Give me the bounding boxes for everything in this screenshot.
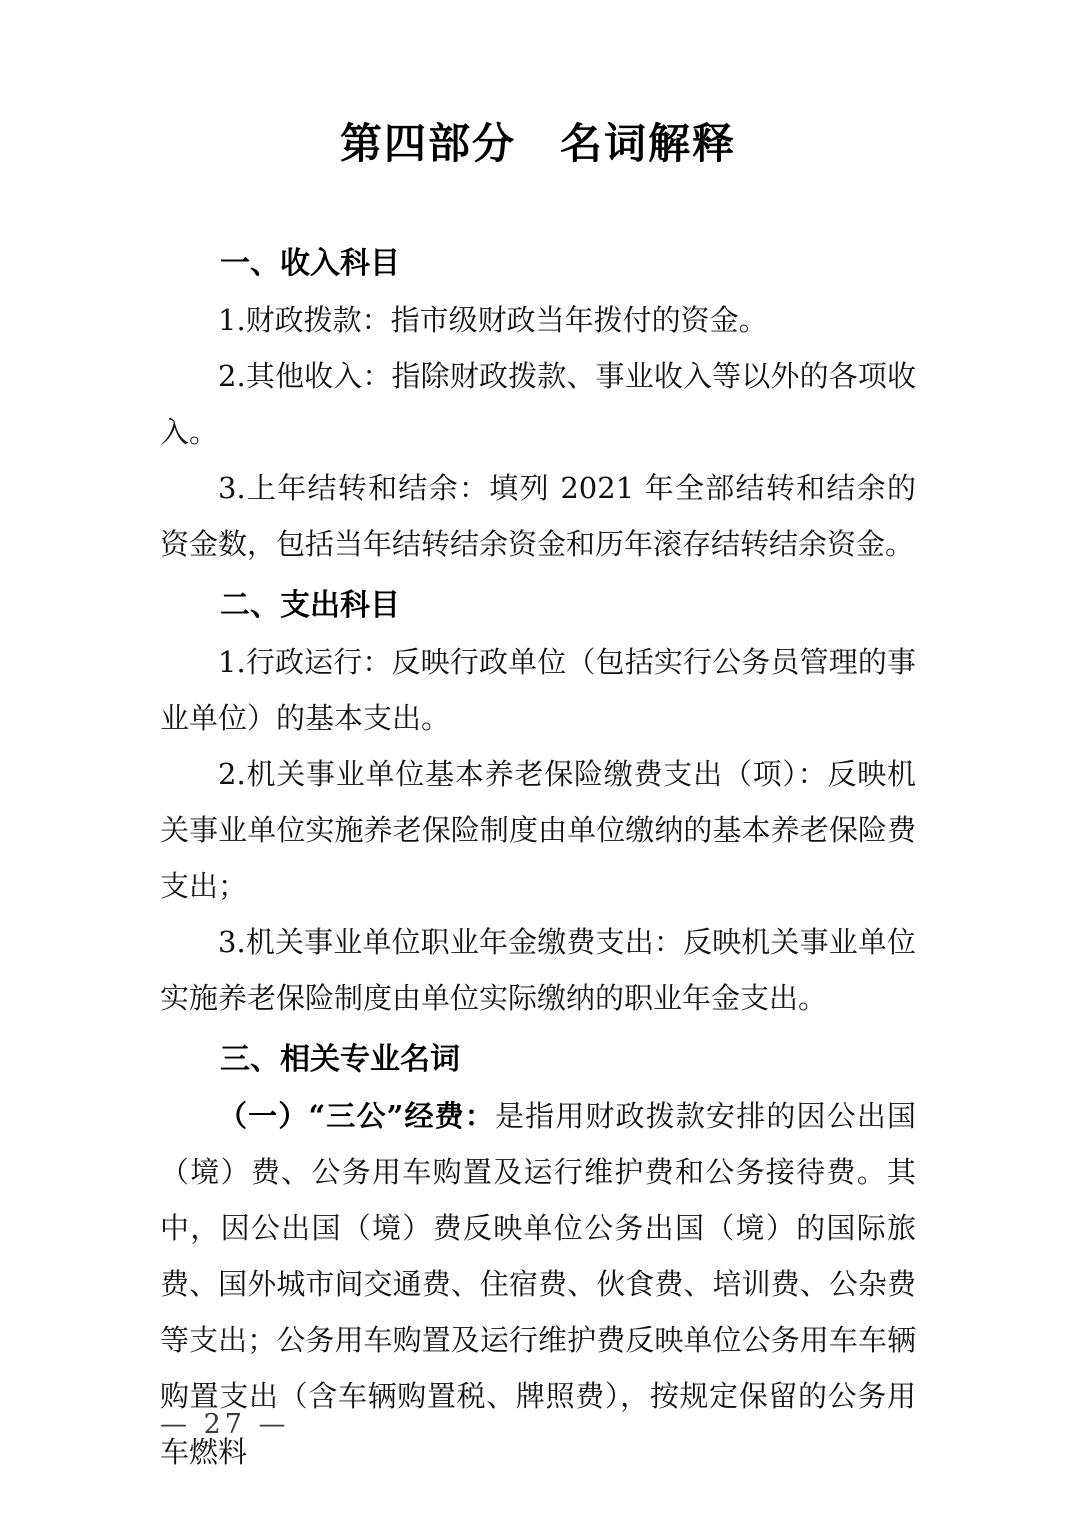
paragraph-expenditure-1: 1.行政运行：反映行政单位（包括实行公务员管理的事业单位）的基本支出。: [160, 645, 916, 735]
page-number: — 27 —: [160, 1409, 290, 1440]
paragraph-expenditure-2: 2.机关事业单位基本养老保险缴费支出（项）：反映机关事业单位实施养老保险制度由单位缴纳的基本养老保险费支出；: [160, 757, 916, 903]
page-content: [160, 118, 916, 1480]
paragraph-income-2: 2.其他收入：指除财政拨款、事业收入等以外的各项收入。: [160, 359, 916, 449]
section-heading-income: 一、收入科目: [220, 246, 400, 281]
term-lead-sangong: （一）“三公”经费：: [218, 1099, 495, 1133]
term-text-sangong: 是指用财政拨款安排的因公出国（境）费、公务用车购置及运行维护费和公务接待费。其中，因公出国（境）费反映单位公务出国（境）的国际旅费、国外城市间交通费、住宿费、伙食费、培训费、公杂费等支出；公务用车购置及运行维护费反映单位公务用车车辆购置支出（含车辆购置税、牌照费），按规定保留的公务用车燃料: [160, 1099, 916, 1469]
section-heading-terms: 三、相关专业名词: [220, 1042, 460, 1077]
paragraph-income-3: 3.上年结转和结余：填列 2021 年全部结转和结余的资金数，包括当年结转结余资金和历年滚存结转结余资金。: [160, 471, 916, 561]
paragraph-income-1: 1.财政拨款：指市级财政当年拨付的资金。: [218, 303, 768, 337]
paragraph-expenditure-3: 3.机关事业单位职业年金缴费支出：反映机关事业单位实施养老保险制度由单位实际缴纳的职业年金支出。: [160, 925, 916, 1015]
document-title: 第四部分 名词解释: [339, 119, 736, 168]
section-heading-expenditure: 二、支出科目: [220, 588, 400, 623]
